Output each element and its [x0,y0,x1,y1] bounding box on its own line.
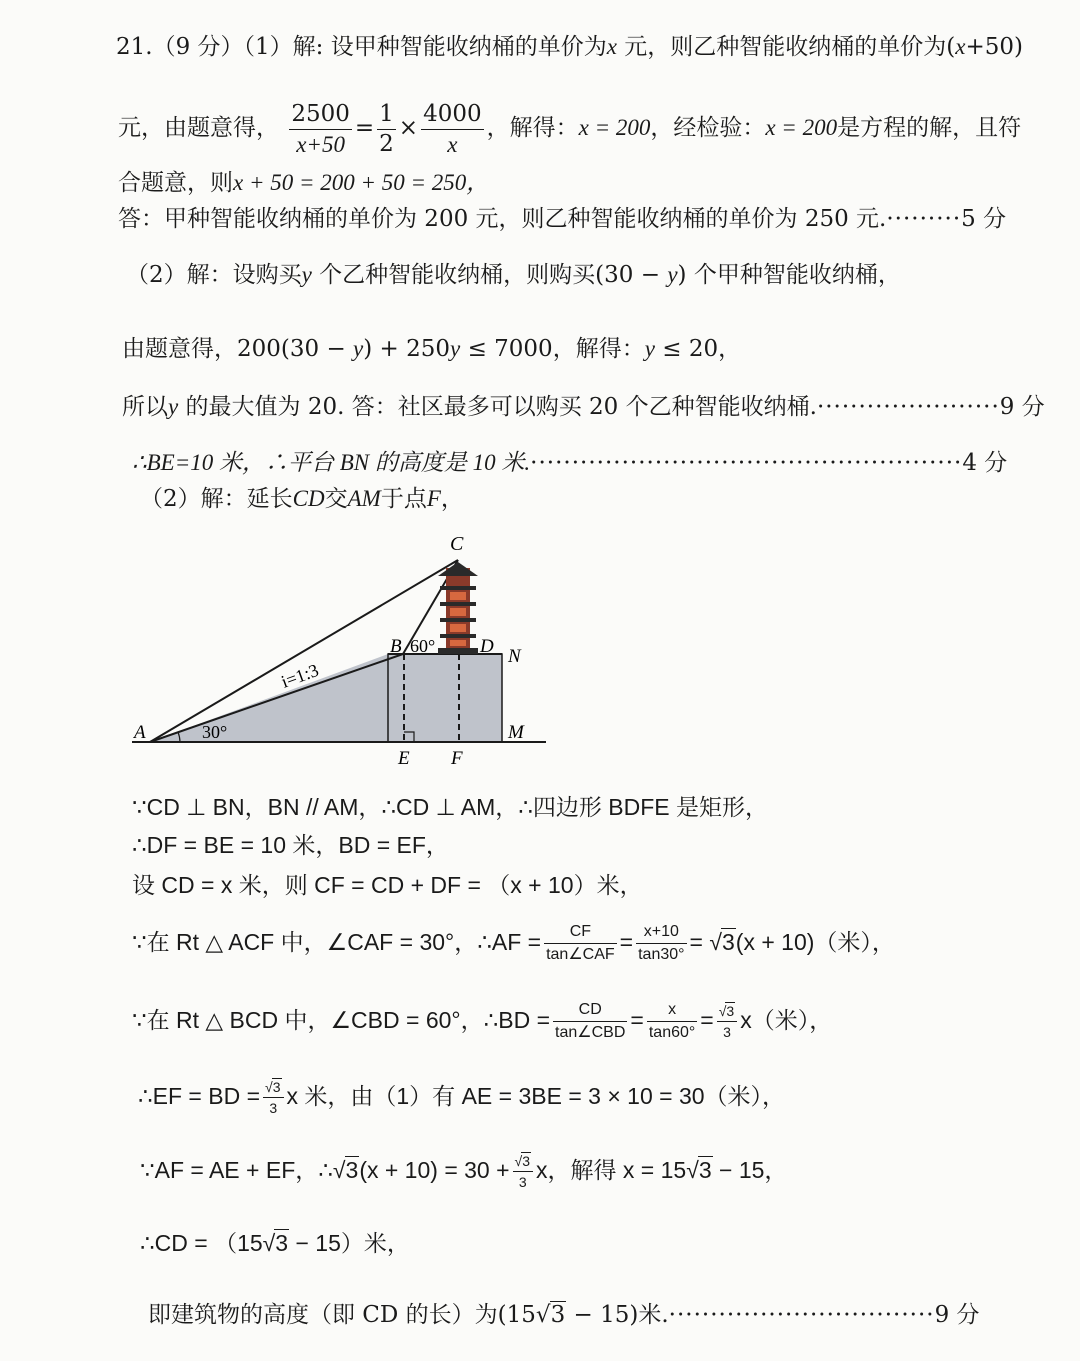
q21-line-2-end: 是方程的解，且符 [837,115,1022,141]
score-badge: 5 分 [961,206,1007,232]
label-30: 30° [202,722,228,742]
segment-am: AM [347,486,381,511]
equals-sign: = [354,115,375,141]
step-af-result: (x + 10)（米）， [735,929,895,955]
frac-den: 3 [723,1024,731,1041]
step-ef-result: x 米，由（1）有 AE = 3BE = 3 × 10 = 30（米）， [286,1083,786,1109]
q21-intro: 21.（9 分）（1）解: 设甲种智能收纳桶的单价为 [116,34,607,60]
step-let-cd: 设 CD = x 米，则 CF = CD + DF = （x + 10）米， [132,872,643,898]
step-equation: (x + 10) = 30 + [359,1157,510,1183]
frac-den: tan∠CBD [555,1024,626,1042]
inequality-solution: ≤ 20， [654,336,742,362]
score-leader: ········· [886,206,962,232]
score-leader: ······················ [816,394,1000,420]
segment-cd: CD [292,486,325,511]
step-solution-end: − 15， [712,1157,788,1183]
q22-part2-comma: ， [440,486,464,512]
inequality-end: ≤ 7000，解得： [460,336,645,362]
var-y: y [667,262,678,287]
var-y: y [168,394,179,419]
fraction-sqrt3-3: $\frac{√3}{3}$ [263,1080,283,1115]
label-d: D [480,636,494,657]
q21-line-3-expr: x + 50 = 200 + 50 = 250， [233,170,490,195]
label-n: N [508,646,521,667]
q21-line-1 [116,32,1023,62]
q22-step-8: ∴CD = （15√3 − 15）米， [140,1230,410,1256]
conclusion-start: 所以 [122,394,168,420]
final-answer: 即建筑物的高度（即 CD 的长）为(15 [148,1302,536,1328]
inequality-start: 由题意得，200(30 − [122,336,354,362]
times-sign: × [398,115,419,141]
inequality-mid: ) + 250 [363,336,451,362]
label-slope: i=1:3 [278,659,322,692]
fraction-cd-tan [553,1002,627,1041]
check-label: ，经检验： [650,115,766,141]
q22-part2-intro: （2）解：延长 [140,486,293,512]
label-f: F [451,748,463,769]
conclusion-text: 的最大值为 20. 答：社区最多可以购买 20 个乙种智能收纳桶. [178,394,817,420]
step-cd-result: ∴CD = （15 [140,1230,263,1256]
q21-intro-end: +50) [965,34,1023,60]
var-x: x [955,34,966,59]
equals-sign: = [630,1007,644,1033]
q22-step-4: ∵在 Rt △ ACF 中，∠CAF = 30°，∴AF = $\frac{CF}{\text{tan∠CAF}}$ = $\frac{x+10}{\tan 30^\circ}$ = √3(x + 10)（米）， [132,923,895,964]
fraction-x-tan60 [647,1002,697,1041]
score-badge: 9 分 [999,394,1045,420]
frac-den: 2 [379,130,394,157]
equals-sign: = [700,1007,714,1033]
step-cd-result-end: − 15）米， [289,1230,410,1256]
sqrt-radicand: 3 [345,1157,359,1183]
pagoda-icon [438,562,478,654]
step-bd-label: ∵在 Rt △ BCD 中，∠CBD = 60°，∴BD = [132,1007,551,1033]
step-af-sum: ∵AF = AE + EF，∴ [140,1157,333,1183]
equals-sign: = [689,929,703,955]
frac-num: x+10 [636,924,686,944]
q21-line-3 [118,168,489,198]
point-f-label: F [426,486,441,511]
var-y: y [353,336,364,361]
step-df-be: ∴DF = BE = 10 米，BD = EF， [132,832,449,858]
step-af-label: ∵在 Rt △ ACF 中，∠CAF = 30°，∴AF = [132,929,542,955]
q22-step-6 [138,1072,785,1120]
step-solution: x，解得 x = 15 [536,1157,687,1183]
q22-step-5 [132,996,832,1044]
q22-part2-word2: 于点 [380,486,427,512]
fraction-cf-tan [544,924,617,963]
q21-line-3-text: 合题意，则 [118,170,233,196]
frac-den: x [447,131,458,157]
var-x: x [606,34,617,59]
sqrt-radicand: 3 [522,1153,531,1170]
frac-num: CF [544,924,617,944]
fraction-sqrt3-3: $\frac{√3}{3}$ [717,1004,737,1039]
q22-step-7: ∵AF = AE + EF，∴√3(x + 10) = 30 + $\frac{√3}{3}$ x，解得 x = 15√3 − 15， [140,1153,788,1191]
q22-line-2 [140,484,464,514]
q22-part1-conclusion: ∴BE=10 米，∴平台 BN 的高度是 10 米. [132,450,531,475]
label-m: M [508,722,524,743]
label-b: B [390,636,402,657]
solution-x-check: x = 200 [765,115,838,140]
score-badge: 9 分 [934,1302,980,1328]
sqrt-radicand: 3 [722,929,735,955]
q21-line-7 [122,392,1045,422]
q21-answer-1: 答：甲种智能收纳桶的单价为 200 元，则乙种智能收纳桶的单价为 250 元. [118,206,887,232]
sqrt-radicand: 3 [272,1079,281,1096]
var-y: y [301,262,312,287]
fraction-half [377,100,396,157]
q22-part2-word: 交 [324,486,348,512]
geometry-figure [128,528,558,778]
solution-x: x = 200 [578,115,651,140]
label-c: C [450,533,464,555]
score-badge: 4 分 [962,450,1008,476]
frac-den: tan∠CAF [546,946,615,964]
score-leader: ································ [668,1302,935,1328]
frac-num: 2500 [289,103,352,130]
fraction-4000 [421,100,484,157]
sqrt-radicand: 3 [726,1003,735,1020]
fraction-sqrt3-3: $\frac{√3}{3}$ [513,1154,533,1189]
q22-step-2 [132,830,449,860]
frac-den: tan30° [638,946,685,964]
q22-final: 即建筑物的高度（即 CD 的长）为(15√3 − 15)米.································9 分 [148,1302,980,1328]
q21-intro-mid: 元，则乙种智能收纳桶的单价为( [616,34,956,60]
q21-line-5 [126,260,901,290]
frac-den: 3 [269,1100,278,1117]
platform-region [388,654,502,742]
frac-den: tan60° [648,1024,696,1042]
final-answer-end: − 15)米. [566,1302,669,1328]
sqrt-radicand: 3 [550,1302,566,1328]
frac-num: CD [553,1002,627,1022]
q21-part2-end: ) 个甲种智能收纳桶， [677,262,901,288]
q21-line-4 [118,204,1006,234]
sqrt-radicand: 3 [698,1157,712,1183]
q22-step-1 [132,792,768,822]
step-bd-result: x（米）， [740,1007,833,1033]
fraction-2500 [289,100,352,157]
label-a: A [134,722,146,743]
step-perpendicular: ∵CD ⊥ BN，BN // AM，∴CD ⊥ AM，∴四边形 BDFE 是矩形， [132,794,769,820]
q22-step-3 [132,870,643,900]
frac-num: x [647,1002,697,1022]
fraction-x10-tan30 [636,924,686,963]
label-e: E [398,748,410,769]
var-y: y [450,336,461,361]
q21-part2-mid: 个乙种智能收纳桶，则购买(30 − [311,262,668,288]
step-ef-label: ∴EF = BD = [138,1083,261,1109]
sqrt-radicand: 3 [275,1230,289,1256]
q21-part2-intro: （2）解：设购买 [126,262,302,288]
frac-num: 1 [377,103,396,130]
q21-line-2 [118,98,1021,158]
solve-label: ，解得： [486,115,579,141]
frac-den: 3 [518,1174,527,1191]
equals-sign: = [619,929,634,955]
frac-num: 4000 [421,103,484,130]
q21-equation-label: 元，由题意得， [118,115,279,141]
var-y: y [644,336,655,361]
frac-den: x+50 [296,131,345,157]
label-60: 60° [410,636,436,656]
q21-line-6 [122,334,741,364]
score-leader: ···················································· [530,450,963,476]
q22-line-1 [132,448,1007,478]
